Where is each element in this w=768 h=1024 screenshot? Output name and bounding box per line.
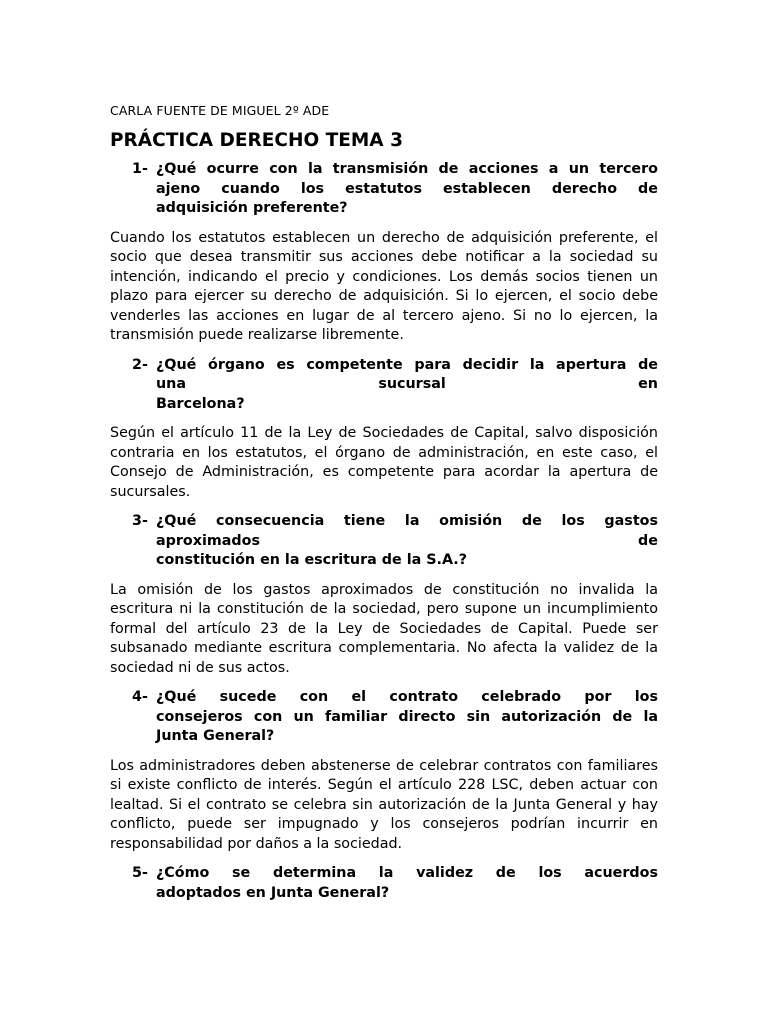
answer-3: La omisión de los gastos aproximados de constitución no invalida la escritura ni la constitución de la sociedad, pero supone un incumplimiento formal del artículo 23 de la Ley de Sociedades de Capital. Puede ser subsanado mediante escritura complementaria. No afecta la validez de la sociedad ni de sus actos.	[110, 581, 658, 676]
answer-4: Los administradores deben abstenerse de celebrar contratos con familiares si existe conflicto de interés. Según el artículo 228 LSC, deben actuar con lealtad. Si el contrato se celebra sin autorización de la Junta General y hay conflicto, puede ser impugnado y los consejeros podrían incurrir en responsabilidad por daños a la sociedad.	[110, 757, 658, 852]
question-1	[110, 160, 658, 219]
question-line: Junta General?	[156, 728, 275, 744]
question-2	[110, 356, 658, 415]
answer-1: Cuando los estatutos establecen un derecho de adquisición preferente, el socio que desea transmitir sus acciones debe notificar a la sociedad su intención, indicando el precio y condiciones. Los demás socios tienen un plazo para ejercer su derecho de adquisición. Si lo ejercen, el socio debe venderles las acciones en lugar de al tercero ajeno. Si no lo ejercen, la transmisión puede realizarse libremente.	[110, 229, 658, 343]
question-5	[110, 864, 658, 903]
question-number: 2-	[132, 356, 148, 373]
question-line: aproximados de	[156, 532, 658, 549]
question-number: 3-	[132, 513, 148, 529]
question-number: 4-	[132, 689, 148, 705]
question-number: 1-	[132, 161, 148, 177]
question-line: ¿Cómo se determina la validez de los acuerdos	[156, 865, 658, 881]
question-line: ¿Qué sucede con el contrato celebrado por los	[156, 689, 658, 705]
question-line: ajeno cuando los estatutos establecen derecho de	[156, 180, 658, 197]
question-line: Barcelona?	[156, 395, 245, 412]
question-line: ¿Qué órgano es competente para decidir la apertura de	[156, 356, 658, 373]
question-line: adquisición preferente?	[156, 200, 348, 216]
question-line: una sucursal en	[156, 376, 658, 392]
question-line: ¿Qué consecuencia tiene la omisión de los gastos	[156, 513, 658, 529]
question-4	[110, 688, 658, 747]
question-number: 5-	[132, 865, 148, 881]
answer-2: Según el artículo 11 de la Ley de Sociedades de Capital, salvo disposición contraria en los estatutos, el órgano de administración, en este caso, el Consejo de Administración, es competente para acordar la apertura de sucursales.	[110, 425, 658, 500]
question-line: constitución en la escritura de la S.A.?	[156, 552, 467, 568]
question-line: ¿Qué ocurre con la transmisión de acciones a un tercero	[156, 161, 658, 177]
author-line: CARLA FUENTE DE MIGUEL 2º ADE	[110, 103, 330, 118]
question-3	[110, 512, 658, 571]
question-line: consejeros con un familiar directo sin autorización de la	[156, 708, 658, 725]
document-title: PRÁCTICA DERECHO TEMA 3	[110, 130, 403, 151]
document-page	[110, 103, 658, 913]
question-line: adoptados en Junta General?	[156, 884, 390, 901]
